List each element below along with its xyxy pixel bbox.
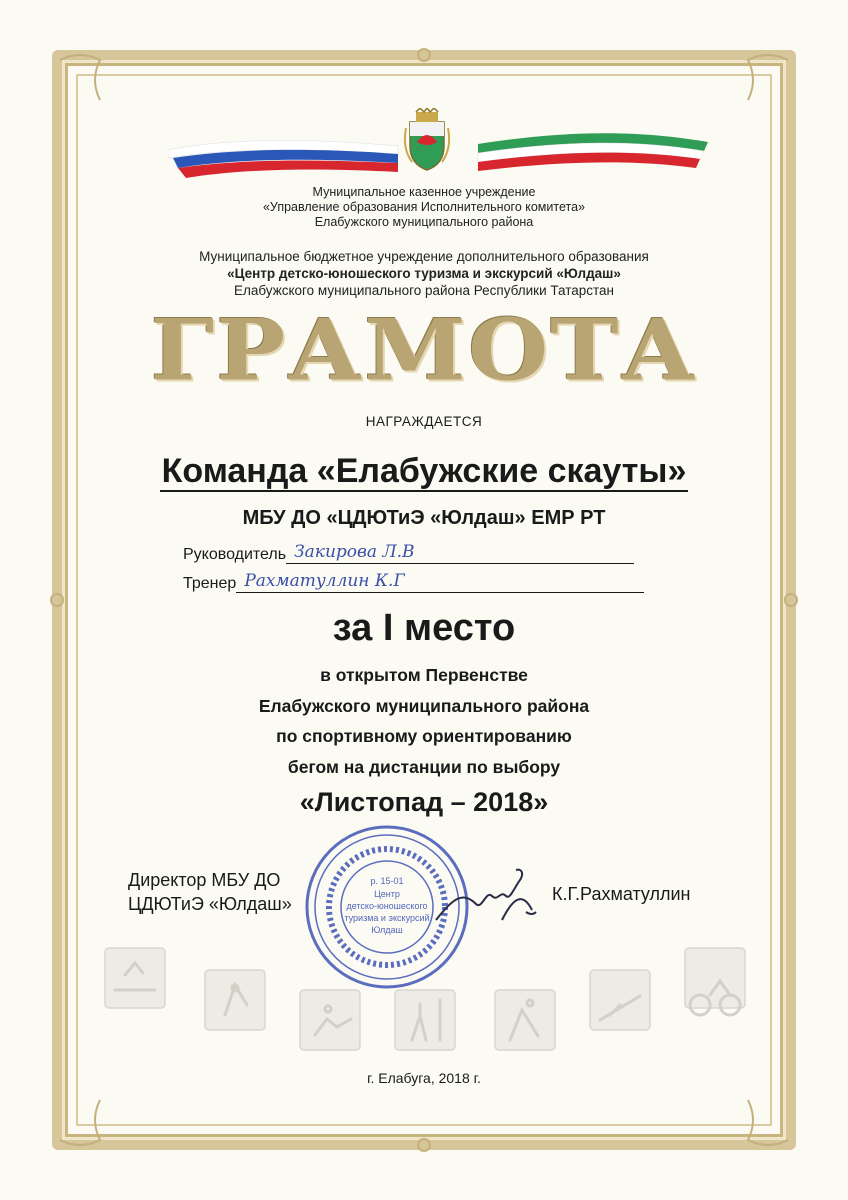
stamp-line-3: детско-юношеского xyxy=(346,901,428,911)
header-line-1: Муниципальное казенное учреждение xyxy=(312,185,536,199)
header-line-2: «Управление образования Исполнительного комитета» xyxy=(262,200,585,214)
kayak-icon xyxy=(105,948,165,1008)
director-name: К.Г.Рахматуллин xyxy=(552,884,691,904)
team-organization: МБУ ДО «ЦДЮТиЭ «Юлдаш» ЕМР РТ xyxy=(242,507,606,529)
header-line-3: Елабужского муниципального района xyxy=(314,215,534,229)
climbing-icon xyxy=(205,970,265,1030)
stamp-line-4: туризма и экскурсий xyxy=(344,913,430,923)
city-date: г. Елабуга, 2018 г. xyxy=(367,1070,481,1086)
stamp-line-1: р. 15-01 xyxy=(370,876,404,886)
event-name: «Листопад – 2018» xyxy=(299,787,549,817)
header-line-6: Елабужского муниципального района Республики Татарстан xyxy=(233,283,615,298)
place-award: за I место xyxy=(332,607,516,649)
director-line-1: Директор МБУ ДО xyxy=(128,870,281,890)
stamp-line-5: Юлдаш xyxy=(371,925,403,935)
awarded-label: НАГРАЖДАЕТСЯ xyxy=(365,414,483,429)
header-line-5: «Центр детско-юношеского туризма и экскурсий «Юлдаш» xyxy=(227,266,621,281)
team-name-text: Команда «Елабужские скауты» xyxy=(161,452,687,490)
header-line-4: Муниципальное бюджетное учреждение дополнительного образования xyxy=(199,249,649,264)
coach-label: Тренер xyxy=(183,575,237,592)
leader-handwritten: Закирова Л.В xyxy=(294,542,415,562)
description-line-3: по спортивному ориентированию xyxy=(276,726,572,746)
description-line-2: Елабужского муниципального района xyxy=(258,695,590,716)
cycling-icon xyxy=(685,948,745,1008)
description-line-1: в открытом Первенстве xyxy=(320,665,528,685)
document-title: ГРАМОТА xyxy=(150,300,698,400)
director-line-2: ЦДЮТиЭ «Юлдаш» xyxy=(128,894,292,914)
stamp-line-2: Центр xyxy=(374,889,400,899)
coach-handwritten: Рахматуллин К.Г xyxy=(244,571,405,591)
rock-climbing-icon xyxy=(495,990,555,1050)
leader-label: Руководитель xyxy=(183,546,287,563)
description-line-4: бегом на дистанции по выбору xyxy=(287,756,561,777)
